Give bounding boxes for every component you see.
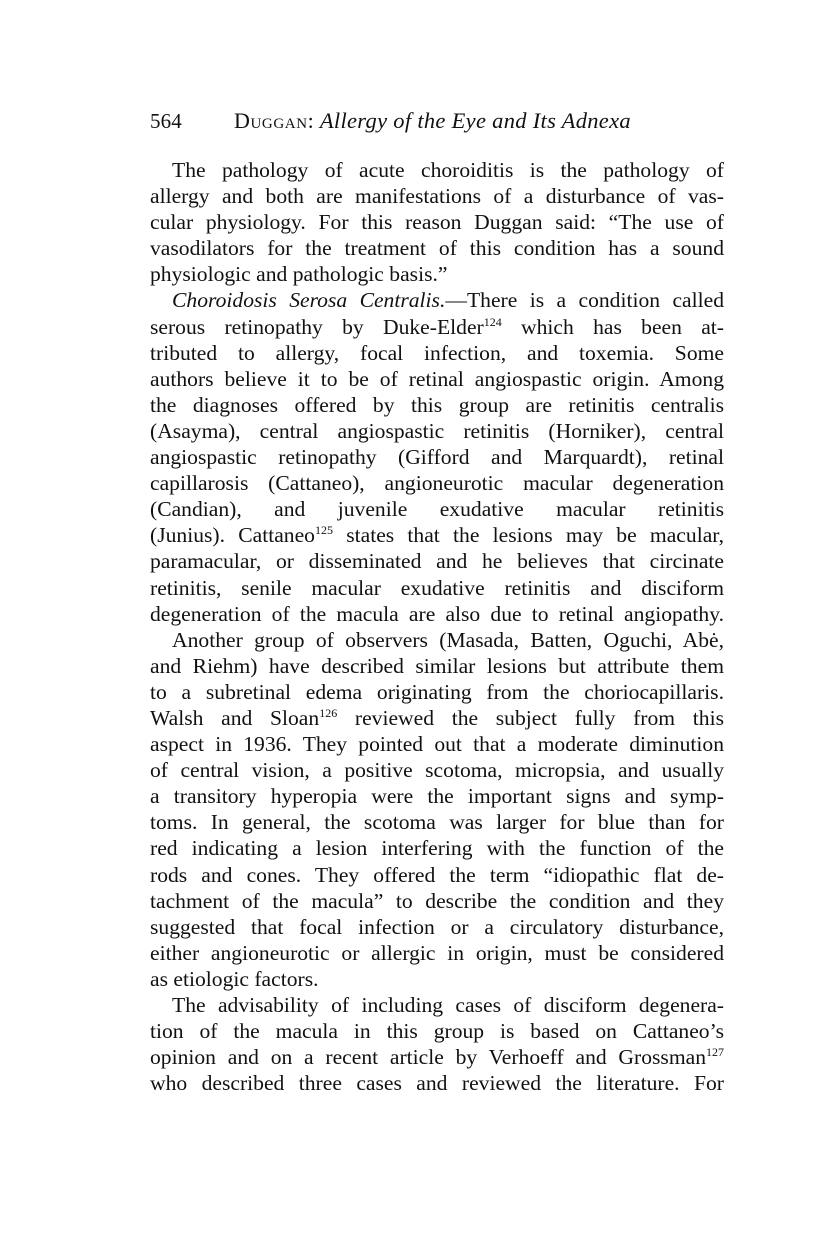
text-line: [150, 1018, 724, 1044]
text-segment: (Candian), and juvenile exudative macular retinitis: [150, 497, 724, 522]
text-line: [150, 862, 724, 888]
text-line: [150, 679, 724, 705]
document-page: [150, 108, 724, 1096]
text-line: [150, 287, 724, 313]
text-segment: as etiologic factors.: [150, 966, 319, 991]
text-line: [150, 340, 724, 366]
author-name: Duggan: [234, 108, 308, 133]
text-segment: toms. In general, the scotoma was larger for blue than for: [150, 810, 724, 835]
text-segment: Another group of observers (Masada, Batten, Oguchi, Abė,: [172, 627, 724, 652]
text-segment: which has been at-: [501, 314, 724, 339]
text-line: [150, 705, 724, 731]
text-line: [150, 914, 724, 940]
text-line: [150, 627, 724, 653]
text-segment: tachment of the macula” to describe the condition and they: [150, 888, 724, 913]
text-segment: —There is a condition called: [445, 288, 724, 313]
paragraph: [150, 157, 724, 287]
text-line: [150, 496, 724, 522]
text-segment: The advisability of including cases of disciform degenera-: [172, 993, 724, 1017]
text-segment: paramacular, or disseminated and he believes that circinate: [150, 549, 724, 574]
text-segment: capillarosis (Cattaneo), angioneurotic macular degeneration: [150, 471, 724, 496]
text-segment: angiospastic retinopathy (Gifford and Marquardt), retinal: [150, 445, 724, 470]
text-segment: Walsh and Sloan: [150, 705, 320, 730]
text-line: [150, 888, 724, 914]
text-segment: cular physiology. For this reason Duggan said: “The use of: [150, 210, 724, 235]
text-line: [150, 444, 724, 470]
article-title: Allergy of the Eye and Its Adnexa: [319, 108, 631, 133]
text-line: [150, 966, 724, 992]
section-heading-inline: Choroidosis Serosa Centralis.: [172, 288, 446, 313]
paragraph: [150, 627, 724, 992]
text-line: [150, 522, 724, 548]
text-segment: aspect in 1936. They pointed out that a moderate diminution: [150, 732, 724, 757]
text-segment: of central vision, a positive scotoma, micropsia, and usually: [150, 758, 724, 783]
text-line: [150, 548, 724, 574]
text-line: [150, 261, 724, 287]
page-number: 564: [150, 109, 182, 133]
text-segment: tion of the macula in this group is based on Cattaneo’s: [150, 1019, 724, 1044]
text-segment: serous retinopathy by Duke-Elder: [150, 314, 484, 339]
text-line: [150, 418, 724, 444]
text-line: [150, 992, 724, 1018]
text-line: [150, 235, 724, 261]
body-text: [150, 157, 724, 1096]
text-segment: vasodilators for the treatment of this condition has a sound: [150, 236, 724, 261]
text-segment: red indicating a lesion interfering with the function of the: [150, 836, 724, 861]
text-segment: who described three cases and reviewed the literature. For: [150, 1071, 724, 1096]
text-segment: (Asayma), central angiospastic retinitis (Horniker), central: [150, 418, 724, 443]
text-segment: degeneration of the macula are also due to retinal angiopathy.: [150, 601, 724, 626]
text-segment: and Riehm) have described similar lesions but attribute them: [150, 653, 724, 678]
footnote-reference: 127: [706, 1045, 724, 1060]
text-segment: retinitis, senile macular exudative retinitis and disciform: [150, 575, 724, 600]
text-line: [150, 470, 724, 496]
text-line: [150, 157, 724, 183]
text-line: [150, 183, 724, 209]
text-line: [150, 783, 724, 809]
paragraph: [150, 992, 724, 1096]
text-line: [150, 731, 724, 757]
text-segment: tributed to allergy, focal infection, and toxemia. Some: [150, 340, 724, 365]
text-segment: authors believe it to be of retinal angiospastic origin. Among: [150, 366, 724, 391]
text-line: [150, 757, 724, 783]
text-segment: opinion and on a recent article by Verhoeff and Grossman: [150, 1045, 706, 1070]
text-segment: reviewed the subject fully from this: [337, 705, 724, 730]
text-line: [150, 575, 724, 601]
footnote-reference: 125: [314, 523, 333, 538]
text-line: [150, 392, 724, 418]
text-segment: either angioneurotic or allergic in origin, must be considered: [150, 940, 724, 965]
text-line: [150, 653, 724, 679]
footnote-reference: 124: [483, 314, 502, 329]
text-line: [150, 601, 724, 627]
text-line: [150, 1070, 724, 1096]
running-head-separator: :: [307, 108, 314, 133]
text-line: [150, 809, 724, 835]
text-segment: to a subretinal edema originating from the choriocapillaris.: [150, 679, 724, 704]
text-segment: physiologic and pathologic basis.”: [150, 262, 448, 287]
footnote-reference: 126: [319, 705, 338, 720]
text-line: [150, 1044, 724, 1070]
text-line: [150, 366, 724, 392]
running-head: [150, 108, 724, 142]
text-segment: a transitory hyperopia were the important signs and symp-: [150, 784, 724, 809]
text-line: [150, 314, 724, 340]
text-segment: the diagnoses offered by this group are retinitis centralis: [150, 392, 724, 417]
text-segment: states that the lesions may be macular,: [332, 523, 724, 548]
text-line: [150, 209, 724, 235]
text-segment: (Junius). Cattaneo: [150, 523, 315, 548]
text-segment: rods and cones. They offered the term “idiopathic flat de-: [150, 862, 724, 887]
text-line: [150, 835, 724, 861]
text-segment: The pathology of acute choroiditis is the pathology of: [172, 158, 724, 182]
paragraph: [150, 287, 724, 626]
text-segment: allergy and both are manifestations of a disturbance of vas-: [150, 184, 724, 209]
text-line: [150, 940, 724, 966]
text-segment: suggested that focal infection or a circulatory disturbance,: [150, 914, 724, 939]
